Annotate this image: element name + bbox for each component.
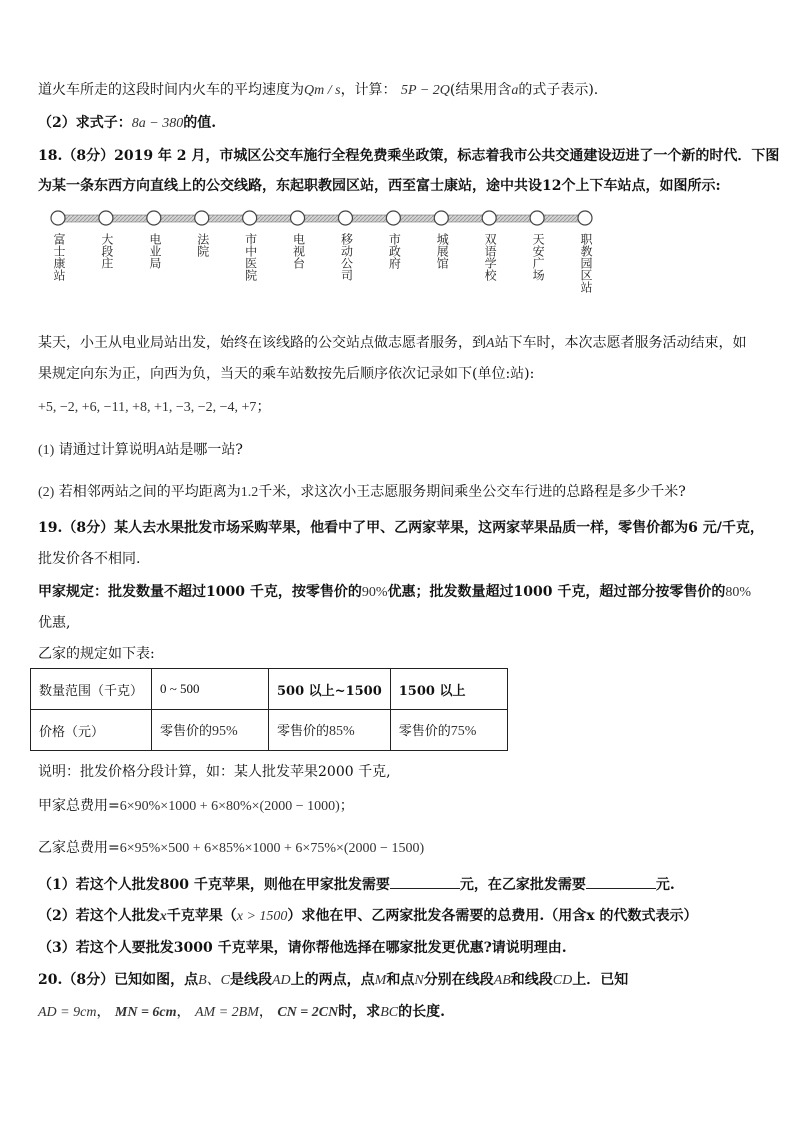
table-row bbox=[31, 710, 508, 751]
bus-stop-label: 职教园区站 bbox=[579, 233, 593, 293]
bus-route-line bbox=[40, 205, 610, 235]
q19-jia1-text: 甲家规定：批发数量不超过1000 千克，按零售价的 bbox=[38, 584, 362, 600]
bus-stop-label: 双语学校 bbox=[483, 233, 498, 281]
q19-yi-total bbox=[38, 838, 424, 859]
q20-text: 分别在线段 bbox=[423, 972, 494, 988]
q20-header bbox=[38, 970, 628, 991]
bus-stop-label: 移动公司 bbox=[339, 233, 354, 281]
bus-stop-marker bbox=[338, 211, 352, 225]
q20-cond-am: AM = 2BM bbox=[194, 1005, 259, 1020]
table-cell: 价格（元） bbox=[31, 710, 152, 751]
q17-math-expr: 5P − 2Q bbox=[401, 83, 450, 98]
q18-sub2-num: (2) bbox=[38, 485, 55, 500]
q17-line1 bbox=[38, 80, 598, 101]
q18-var-a: A bbox=[486, 336, 495, 351]
q19-jia2: 优惠, bbox=[38, 615, 71, 631]
q20-math: B、C bbox=[198, 973, 230, 988]
q18-para1-end: 站下车时，本次志愿者服务活动结束，如 bbox=[494, 335, 747, 351]
q19-s1-end: 元. bbox=[655, 877, 675, 893]
cell-pct: 95% bbox=[212, 724, 238, 739]
q18-sub1-text: 请通过计算说明 bbox=[58, 442, 157, 458]
q19-jia-total-label: 甲家总费用= bbox=[38, 798, 120, 814]
table-cell bbox=[152, 710, 269, 751]
yi-price-table bbox=[30, 668, 508, 751]
q19-s1-text: （1）若这个人批发800 千克苹果，则他在甲家批发需要 bbox=[38, 877, 390, 893]
cell-text: 零售价的 bbox=[277, 724, 330, 739]
bus-stop-marker bbox=[147, 211, 161, 225]
q17-part2-math: 8a − 380 bbox=[131, 116, 184, 131]
q20-text: 上．已知 bbox=[572, 972, 629, 988]
q20-conditions: AD = 9cm， MN = 6cm， AM = 2BM， CN = 2CN时，求BC的长度. bbox=[38, 1004, 445, 1020]
q19-s2-text: （2）若这个人批发 bbox=[38, 908, 160, 924]
bus-stop-label: 天安广场 bbox=[531, 233, 546, 281]
answer-blank[interactable] bbox=[586, 874, 656, 889]
q19-jia-total-math: 6×90%×1000 + 6×80%×(2000 − 1000) bbox=[119, 799, 340, 814]
bus-stop-label: 法院 bbox=[195, 233, 210, 257]
table-cell: 0 ~ 500 bbox=[152, 669, 269, 710]
bus-stop-marker bbox=[291, 211, 305, 225]
q20-math: AB bbox=[493, 973, 511, 988]
cell-text: 零售价的 bbox=[160, 724, 213, 739]
q18-sub1-num: (1) bbox=[38, 443, 55, 458]
q18-para2: 果规定向东为正，向西为负，当天的乘车站数按先后顺序依次记录如下(单位:站): bbox=[38, 366, 535, 382]
q19-jia-total-end: ； bbox=[339, 798, 354, 814]
q20-text: 上的两点，点 bbox=[290, 972, 375, 988]
q20-math: AD bbox=[272, 973, 291, 988]
q19-s2-end: ）求他在甲、乙两家批发各需要的总费用.（用含x 的代数式表示） bbox=[287, 908, 698, 924]
q17-text: 道火车所走的这段时间内火车的平均速度为 bbox=[38, 82, 304, 98]
q19-jia1 bbox=[38, 582, 751, 603]
table-cell bbox=[390, 710, 507, 751]
q20-cond-mn: MN = 6cm bbox=[114, 1005, 177, 1020]
bus-stop-marker bbox=[99, 211, 113, 225]
q18-sub2-math: 1.2 bbox=[240, 485, 259, 500]
q18-sub1-end: 站是哪一站? bbox=[165, 442, 243, 458]
bus-stop-marker bbox=[195, 211, 209, 225]
bus-stop-marker bbox=[386, 211, 400, 225]
q18-para1-text: 某天，小王从电业局站出发，始终在该线路的公交站点做志愿者服务，到 bbox=[38, 335, 486, 351]
q17-part2 bbox=[38, 113, 216, 134]
q19-yi-total-math: 6×95%×500 + 6×85%×1000 + 6×75%×(2000 − 1500) bbox=[119, 841, 425, 856]
q17-text: 的式子表示). bbox=[518, 82, 599, 98]
table-cell: 1500 以上 bbox=[390, 669, 507, 710]
cell-pct: 85% bbox=[329, 724, 355, 739]
q19-s1 bbox=[38, 874, 675, 895]
bus-stop-label: 市中医院 bbox=[243, 233, 258, 281]
q19-jia1-pct2: 80% bbox=[725, 585, 752, 600]
q19-s2-mid: 千克苹果（ bbox=[166, 908, 237, 924]
q17-text: ，计算： bbox=[340, 82, 397, 98]
table-cell: 500 以上~1500 bbox=[269, 669, 391, 710]
bus-stop-marker bbox=[482, 211, 496, 225]
q20-math: N bbox=[414, 973, 424, 988]
table-cell: 数量范围（千克） bbox=[31, 669, 152, 710]
q19-s2-math: x > 1500 bbox=[236, 909, 288, 924]
q17-part2-label: （2）求式子： bbox=[38, 115, 132, 131]
bus-stop-label: 富士康站 bbox=[52, 233, 66, 281]
bus-stop-marker bbox=[243, 211, 257, 225]
bus-stop-label: 电业局 bbox=[147, 233, 162, 269]
q19-s1-mid: 元，在乙家批发需要 bbox=[459, 877, 586, 893]
q19-jia1-mid: 优惠；批发数量超过1000 千克，超过部分按零售价的 bbox=[387, 584, 726, 600]
q20-cond-cn: CN = 2CN bbox=[277, 1005, 339, 1020]
q20-text: 20.（8分）已知如图，点 bbox=[38, 972, 199, 988]
table-row bbox=[31, 669, 508, 710]
bus-stop-label: 市政府 bbox=[387, 233, 402, 269]
q20-math: M bbox=[374, 973, 387, 988]
q20-cond-ad: AD = 9cm bbox=[38, 1005, 97, 1020]
q19-yi-intro: 乙家的规定如下表: bbox=[38, 646, 155, 662]
q18-sub1-var: A bbox=[156, 443, 166, 458]
q18-sub1 bbox=[38, 440, 243, 461]
q18-sub2 bbox=[38, 482, 686, 503]
q20-text: 和点 bbox=[386, 972, 415, 988]
q20-cond-bc: BC bbox=[380, 1005, 399, 1020]
bus-stop-label: 电视台 bbox=[291, 233, 306, 269]
bus-stop-label: 城展馆 bbox=[435, 233, 450, 269]
q19-note: 说明：批发价格分段计算，如：某人批发苹果2000 千克, bbox=[38, 764, 391, 780]
q19-jia-total bbox=[38, 796, 354, 817]
q18-sub2-end: 千米，求这次小王志愿服务期间乘坐公交车行进的总路程是多少千米? bbox=[258, 484, 686, 500]
cell-text: 零售价的 bbox=[398, 724, 451, 739]
bus-stop-marker bbox=[51, 211, 65, 225]
q18-header: 18.（8分）2019 年 2 月，市城区公交车施行全程免费乘坐政策，标志着我市公共交通建设迈进了一个新的时代．下图 bbox=[38, 148, 780, 164]
q18-sub2-text: 若相邻两站之间的平均距离为 bbox=[58, 484, 241, 500]
q19-s2-var: x bbox=[159, 909, 167, 924]
q18-records-values: +5, −2, +6, −11, +8, +1, −3, −2, −4, +7 bbox=[38, 400, 257, 415]
q19-s2 bbox=[38, 906, 698, 927]
q19-header: 19.（8分）某人去水果批发市场采购苹果，他看中了甲、乙两家苹果，这两家苹果品质一样，零售价都为6 元/千克， bbox=[38, 520, 764, 536]
bus-stop-marker bbox=[530, 211, 544, 225]
q19-s3: （3）若这个人要批发3000 千克苹果，请你帮他选择在哪家批发更优惠?请说明理由. bbox=[38, 940, 567, 956]
cell-pct: 75% bbox=[450, 724, 477, 739]
bus-stop-label: 大段庄 bbox=[99, 233, 114, 269]
q18-para1 bbox=[38, 333, 747, 354]
q17-math-speed: Qm / s bbox=[304, 83, 341, 98]
q19-jia1-pct: 90% bbox=[361, 585, 388, 600]
q17-var-a: a bbox=[511, 83, 519, 98]
q20-text: 和线段 bbox=[510, 972, 553, 988]
bus-stop-marker bbox=[434, 211, 448, 225]
bus-stop-marker bbox=[578, 211, 592, 225]
q19-line2: 批发价各不相同. bbox=[38, 551, 141, 567]
q17-part2-end: 的值. bbox=[183, 115, 217, 131]
route-track bbox=[58, 215, 588, 222]
q20-text: 是线段 bbox=[230, 972, 272, 988]
q20-cond-end: 的长度. bbox=[398, 1004, 445, 1020]
table-cell bbox=[269, 710, 391, 751]
answer-blank[interactable] bbox=[390, 874, 460, 889]
q19-yi-total-label: 乙家总费用= bbox=[38, 840, 120, 856]
q20-cond-text: 时，求 bbox=[338, 1004, 381, 1020]
q17-text: (结果用含 bbox=[449, 82, 512, 98]
q18-records bbox=[38, 397, 270, 418]
q20-math: CD bbox=[552, 973, 573, 988]
bus-route-diagram bbox=[40, 205, 610, 300]
q18-records-end: ； bbox=[256, 399, 271, 415]
q18-line2: 为某一条东西方向直线上的公交线路，东起职教园区站，西至富士康站，途中共设12个上下车站点，如图所示: bbox=[38, 178, 721, 194]
